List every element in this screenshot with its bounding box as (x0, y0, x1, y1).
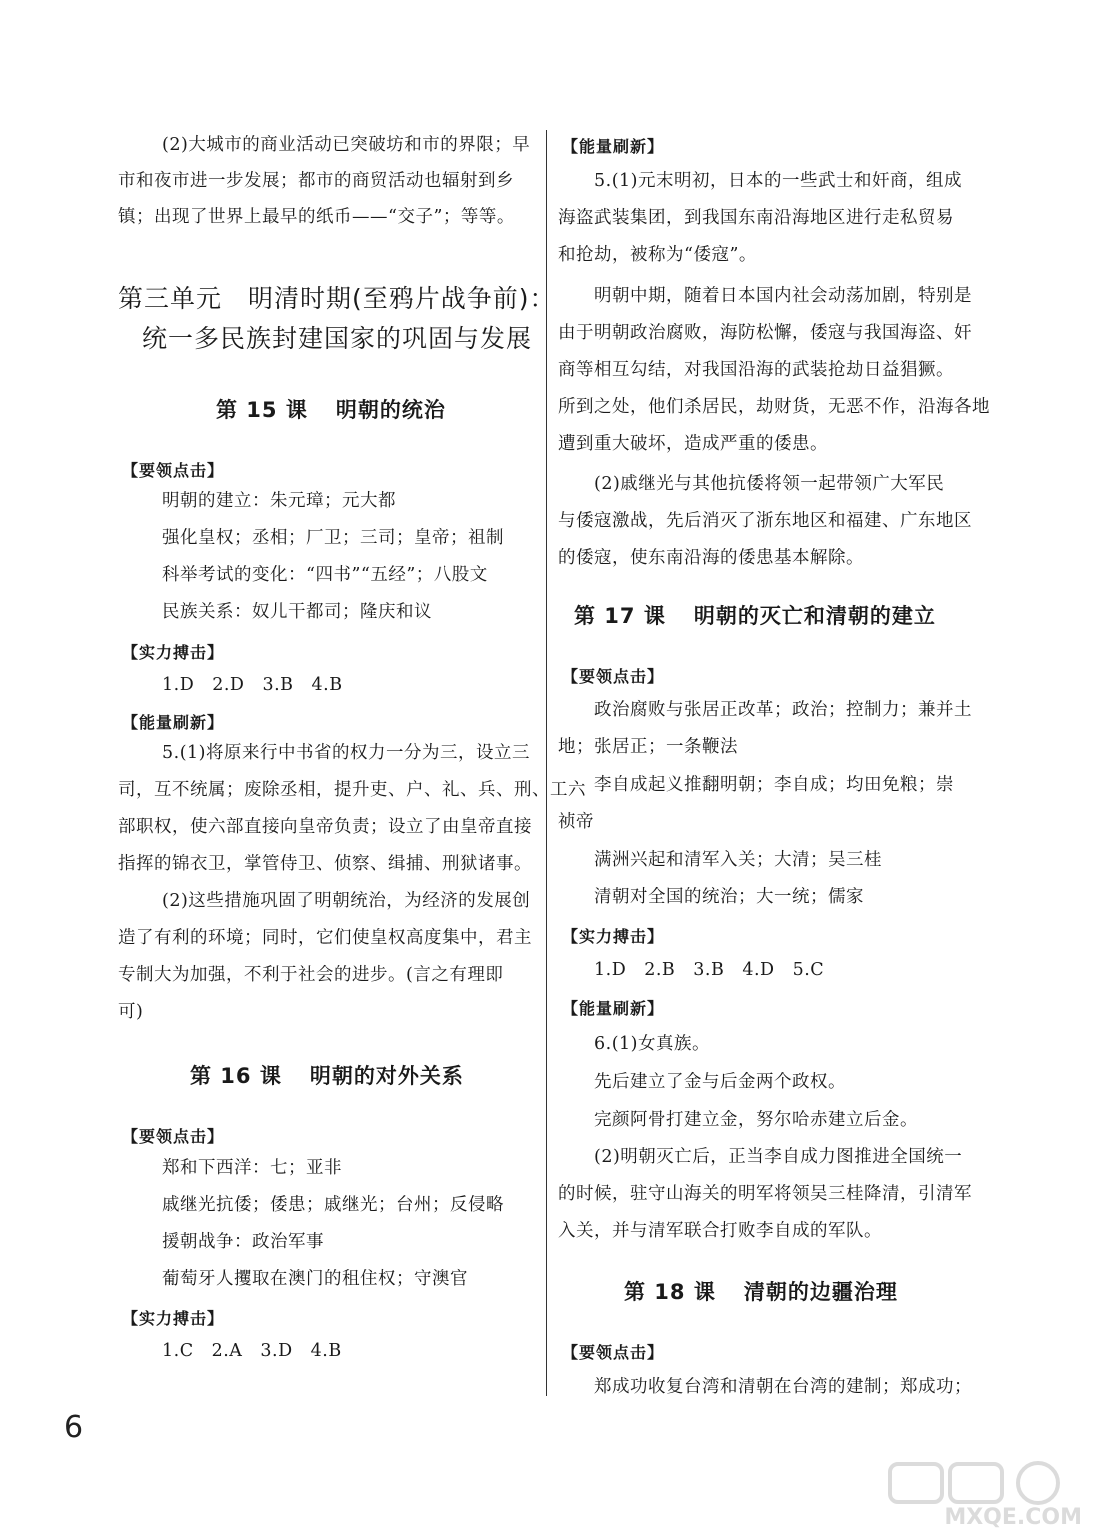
list-item: 援朝战争：政治军事 (162, 1232, 324, 1252)
list-item: 祯帝 (558, 812, 594, 832)
section-tag: 【能量刷新】 (562, 999, 665, 1018)
page-number: 6 (64, 1410, 84, 1445)
text-line: 造了有利的环境；同时，它们使皇权高度集中，君主 (118, 928, 532, 948)
text-line: 与倭寇激战，先后消灭了浙东地区和福建、广东地区 (558, 511, 972, 531)
text-line: 专制大为加强，不利于社会的进步。(言之有理即 (118, 965, 504, 985)
text-line: (2)戚继光与其他抗倭将领一起带领广大军民 (594, 474, 945, 494)
text-line: 明朝中期，随着日本国内社会动荡加剧，特别是 (594, 286, 972, 306)
text-line: 所到之处，他们杀居民，劫财货，无恶不作，沿海各地 (558, 397, 990, 417)
lesson-heading-16 (190, 1060, 464, 1090)
text-line: 完颜阿骨打建立金，努尔哈赤建立后金。 (594, 1110, 918, 1130)
list-item: 地；张居正；一条鞭法 (558, 737, 738, 757)
lesson-title: 明朝的对外关系 (309, 1064, 464, 1088)
lesson-number: 第 16 课 (190, 1064, 282, 1088)
text-line: 的时候，驻守山海关的明军将领吴三桂降清，引清军 (558, 1184, 972, 1204)
text-line: (2)这些措施巩固了明朝统治，为经济的发展创 (162, 891, 531, 911)
text-line: 先后建立了金与后金两个政权。 (594, 1072, 846, 1092)
lesson-number: 第 15 课 (216, 398, 308, 422)
lesson-number: 第 17 课 (574, 604, 666, 628)
list-item: 郑和下西洋：七；亚非 (162, 1158, 342, 1178)
text-line: 海盗武装集团，到我国东南沿海地区进行走私贸易 (558, 208, 954, 228)
section-tag: 【能量刷新】 (122, 713, 225, 732)
text-line: 遭到重大破坏，造成严重的倭患。 (558, 434, 828, 454)
text-line: 入关，并与清军联合打败李自成的军队。 (558, 1221, 882, 1241)
text-line: 市和夜市进一步发展；都市的商贸活动也辐射到乡 (118, 171, 514, 191)
section-tag: 【实力搏击】 (562, 927, 665, 946)
list-item: 清朝对全国的统治；大一统；儒家 (594, 887, 864, 907)
list-item: 强化皇权；丞相；厂卫；三司；皇帝；祖制 (162, 528, 504, 548)
unit-subtitle: 统一多民族封建国家的巩固与发展 (142, 324, 533, 353)
section-tag: 【要领点击】 (122, 461, 225, 480)
text-line: 指挥的锦衣卫，掌管侍卫、侦察、缉捕、刑狱诸事。 (118, 854, 532, 874)
section-tag: 【实力搏击】 (122, 1309, 225, 1328)
text-line: 5.(1)元末明初，日本的一些武士和奸商，组成 (594, 171, 962, 191)
answer-key: 1.D 2.D 3.B 4.B (162, 675, 343, 695)
list-item: 科举考试的变化：“四书”“五经”；八股文 (162, 565, 488, 585)
column-divider (546, 130, 547, 1396)
lesson-heading-17 (574, 600, 936, 630)
lesson-title: 清朝的边疆治理 (743, 1280, 898, 1304)
list-item: 戚继光抗倭；倭患；戚继光；台州；反侵略 (162, 1195, 504, 1215)
lesson-number: 第 18 课 (624, 1280, 716, 1304)
text-line: 可) (118, 1002, 144, 1022)
lesson-title: 明朝的统治 (335, 398, 446, 422)
lesson-heading-18 (624, 1276, 898, 1306)
text-line: 和抢劫，被称为“倭寇”。 (558, 245, 757, 265)
text-line: 5.(1)将原来行中书省的权力一分为三，设立三 (162, 743, 530, 763)
list-item: 明朝的建立：朱元璋；元大都 (162, 491, 396, 511)
list-item: 政治腐败与张居正改革；政治；控制力；兼并土 (594, 700, 972, 720)
section-tag: 【要领点击】 (562, 1343, 665, 1362)
answer-key: 1.D 2.B 3.B 4.D 5.C (594, 960, 825, 980)
lesson-heading-15 (216, 394, 446, 424)
section-tag: 【能量刷新】 (562, 137, 665, 156)
watermark-site: MXQE.COM (944, 1505, 1082, 1530)
text-line: 商等相互勾结，对我国沿海的武装抢劫日益猖獗。 (558, 360, 954, 380)
section-tag: 【要领点击】 (562, 667, 665, 686)
text-line: 由于明朝政治腐败，海防松懈，倭寇与我国海盗、奸 (558, 323, 972, 343)
section-tag: 【实力搏击】 (122, 643, 225, 662)
answer-key: 1.C 2.A 3.D 4.B (162, 1341, 342, 1361)
text-line: 的倭寇，使东南沿海的倭患基本解除。 (558, 548, 864, 568)
list-item: 葡萄牙人攫取在澳门的租住权；守澳官 (162, 1269, 468, 1289)
text-line: 部职权，使六部直接向皇帝负责；设立了由皇帝直接 (118, 817, 532, 837)
text-line: (2)明朝灭亡后，正当李自成力图推进全国统一 (594, 1147, 963, 1167)
text-line: 6.(1)女真族。 (594, 1034, 710, 1054)
text-line: 镇；出现了世界上最早的纸币——“交子”；等等。 (118, 207, 515, 227)
text-line: (2)大城市的商业活动已突破坊和市的界限；早 (162, 135, 531, 155)
text-line: 司，互不统属；废除丞相，提升吏、户、礼、兵、刑、工六 (118, 780, 586, 800)
list-item: 李自成起义推翻明朝；李自成；均田免粮；崇 (594, 775, 954, 795)
lesson-title: 明朝的灭亡和清朝的建立 (693, 604, 936, 628)
list-item: 民族关系：奴儿干都司；隆庆和议 (162, 602, 432, 622)
list-item: 满洲兴起和清军入关；大清；吴三桂 (594, 850, 882, 870)
unit-title: 第三单元 明清时期(至鸦片战争前)： (118, 284, 556, 313)
watermark-logo (888, 1460, 1084, 1530)
watermark-logo-icon (888, 1460, 1084, 1506)
list-item: 郑成功收复台湾和清朝在台湾的建制；郑成功； (594, 1377, 972, 1397)
section-tag: 【要领点击】 (122, 1127, 225, 1146)
